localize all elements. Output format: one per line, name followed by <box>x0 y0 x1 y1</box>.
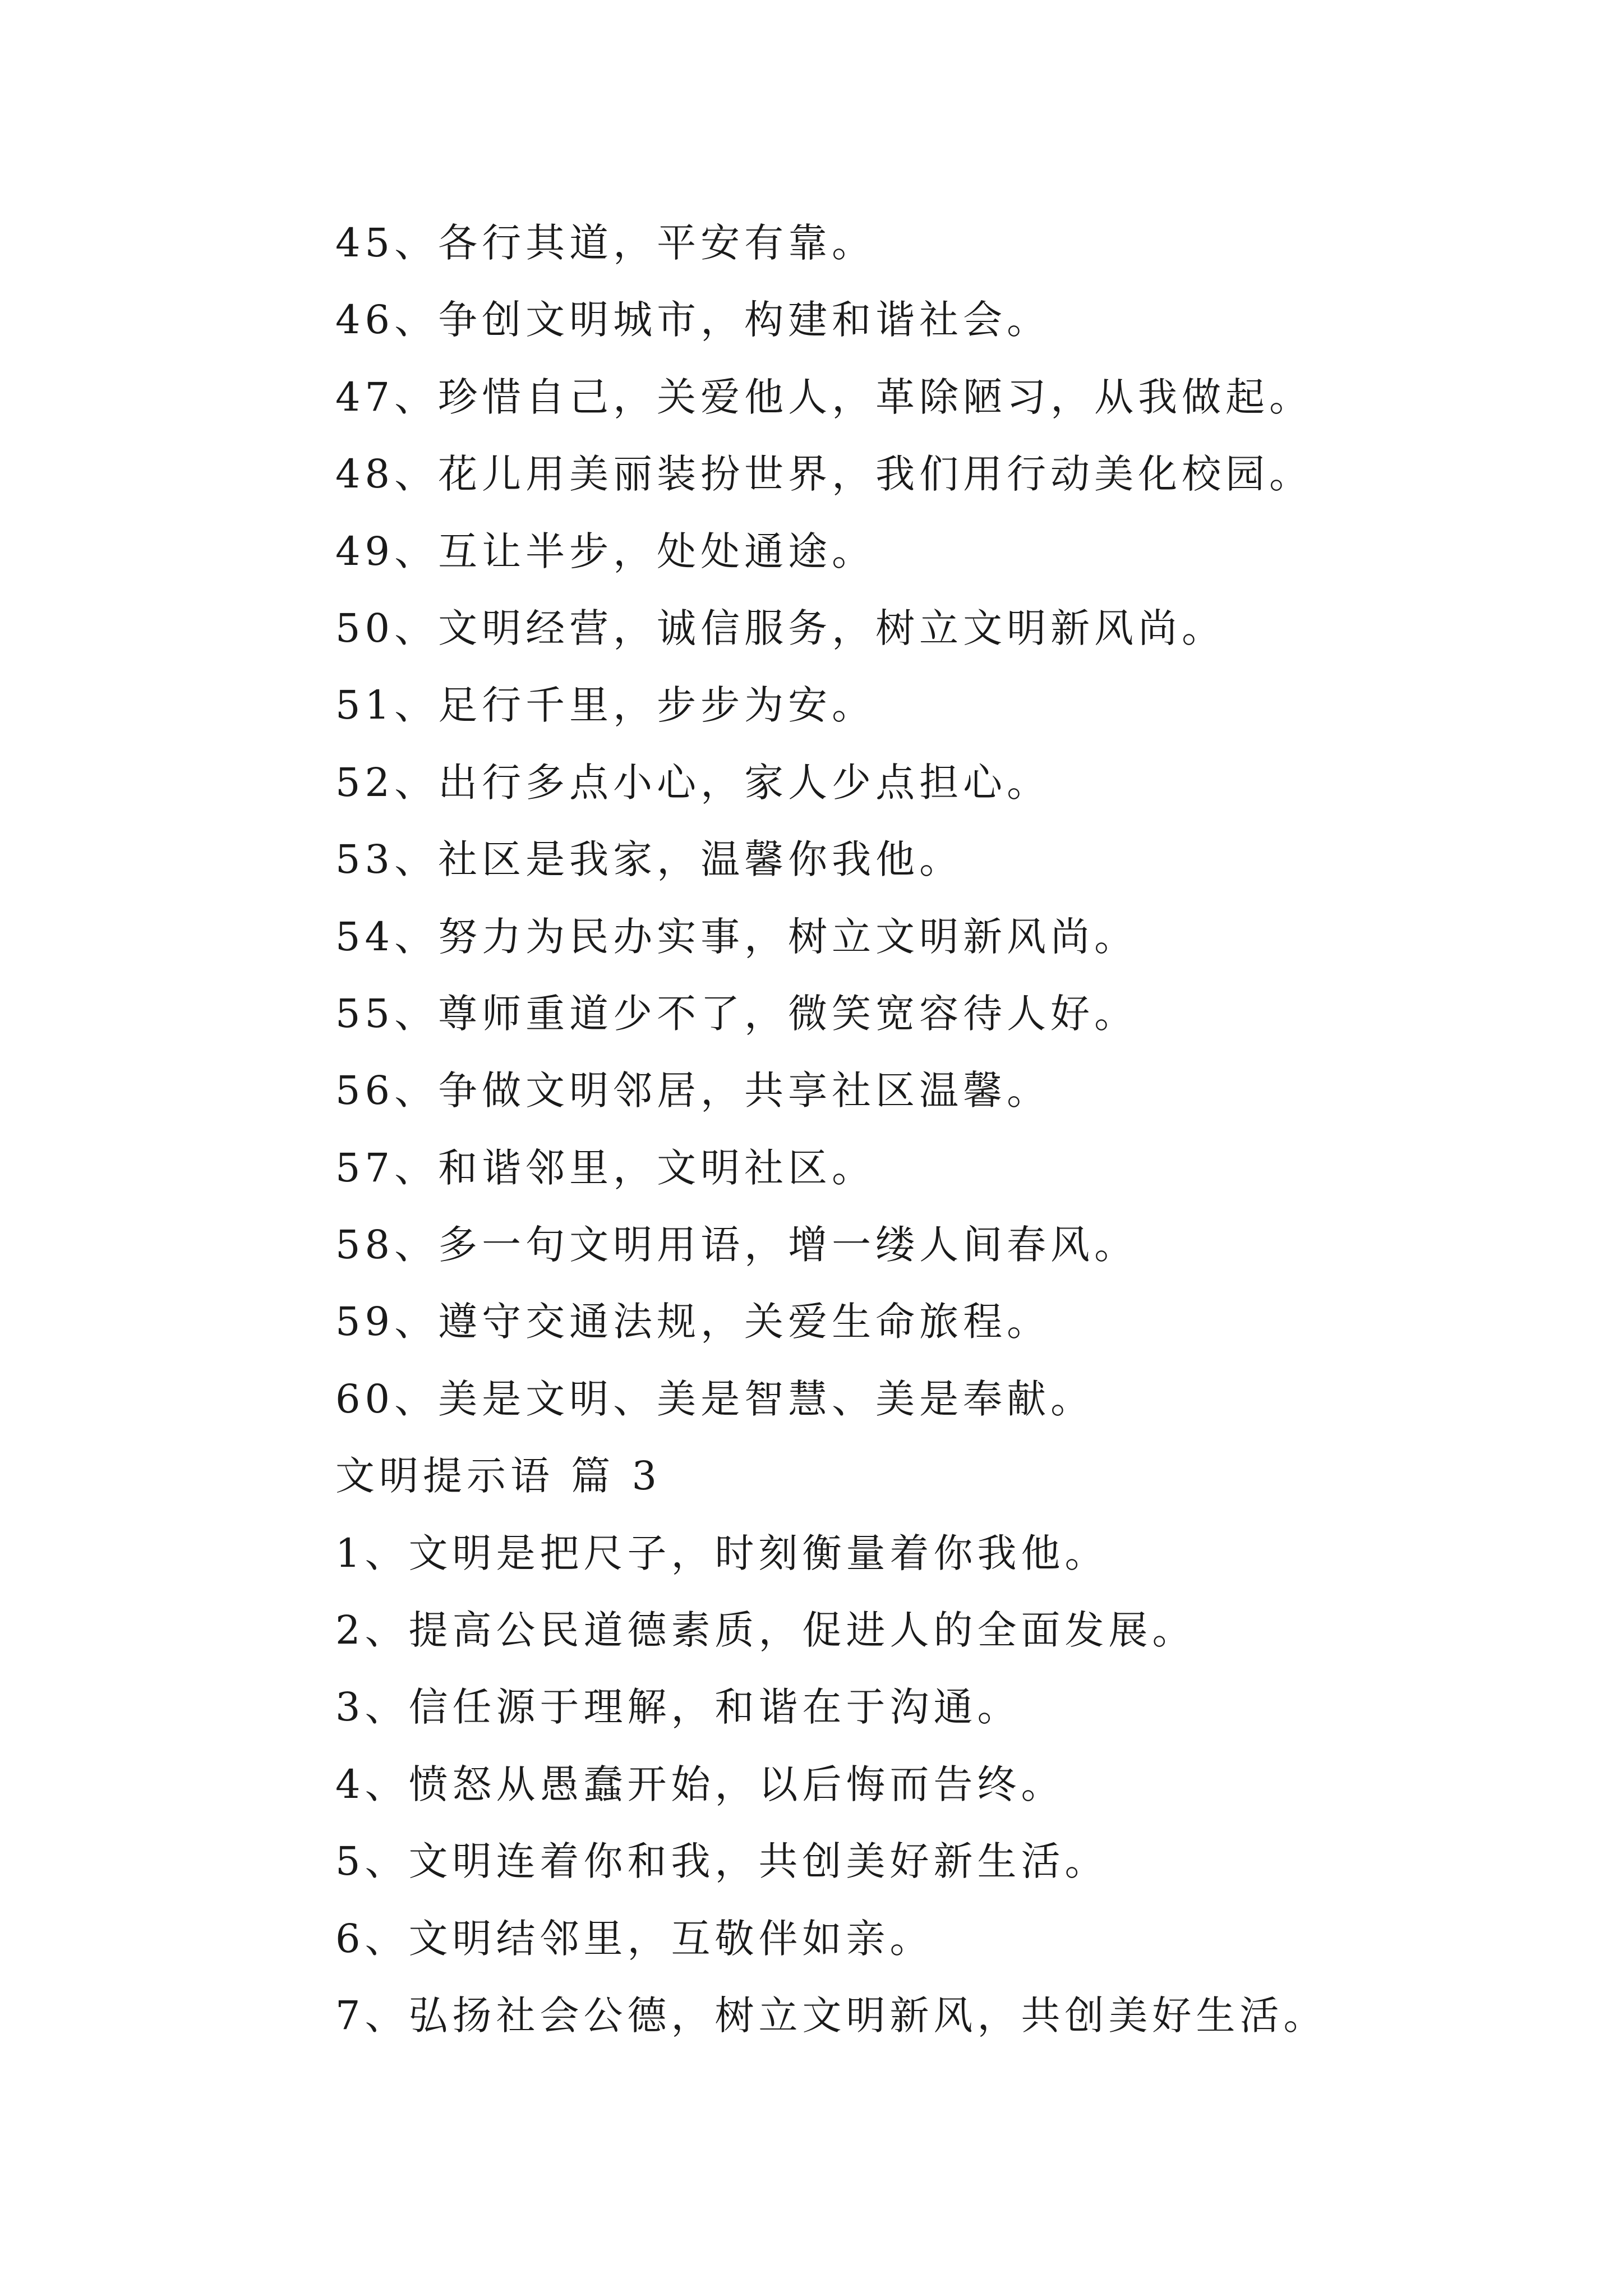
slogan-line-52: 52、出行多点小心，家人少点担心。 <box>335 759 1051 806</box>
slogan-line-53: 53、社区是我家，温馨你我他。 <box>335 836 963 883</box>
slogan-line-2: 2、提高公民道德素质，促进人的全面发展。 <box>335 1607 1196 1654</box>
text-body <box>335 205 1485 2054</box>
slogan-line-48: 48、花儿用美丽装扮世界，我们用行动美化校园。 <box>335 451 1313 498</box>
slogan-line-56: 56、争做文明邻居，共享社区温馨。 <box>335 1068 1051 1114</box>
slogan-line-6: 6、文明结邻里，互敬伴如亲。 <box>335 1915 934 1962</box>
slogan-line-46: 46、争创文明城市，构建和谐社会。 <box>335 297 1051 343</box>
slogan-line-47: 47、珍惜自己，关爱他人，革除陋习，从我做起。 <box>335 374 1313 420</box>
slogan-line-50: 50、文明经营，诚信服务，树立文明新风尚。 <box>335 605 1226 651</box>
section-heading: 文明提示语 篇 3 <box>335 1453 662 1499</box>
slogan-line-51: 51、足行千里，步步为安。 <box>335 682 876 729</box>
slogan-line-7: 7、弘扬社会公德，树立文明新风，共创美好生活。 <box>335 1992 1327 2039</box>
slogan-line-45: 45、各行其道，平安有靠。 <box>335 220 876 266</box>
slogan-line-55: 55、尊师重道少不了，微笑宽容待人好。 <box>335 990 1138 1037</box>
slogan-line-3: 3、信任源于理解，和谐在于沟通。 <box>335 1684 1021 1731</box>
slogan-line-58: 58、多一句文明用语，增一缕人间春风。 <box>335 1222 1138 1268</box>
slogan-line-57: 57、和谐邻里，文明社区。 <box>335 1144 876 1191</box>
slogan-line-1: 1、文明是把尺子，时刻衡量着你我他。 <box>335 1530 1109 1576</box>
slogan-line-59: 59、遵守交通法规，关爱生命旅程。 <box>335 1299 1051 1345</box>
slogan-line-5: 5、文明连着你和我，共创美好新生活。 <box>335 1838 1109 1885</box>
slogan-line-49: 49、互让半步，处处通途。 <box>335 528 876 574</box>
slogan-line-4: 4、愤怒从愚蠢开始，以后悔而告终。 <box>335 1761 1065 1807</box>
slogan-line-60: 60、美是文明、美是智慧、美是奉献。 <box>335 1375 1095 1422</box>
slogan-line-54: 54、努力为民办实事，树立文明新风尚。 <box>335 913 1138 960</box>
